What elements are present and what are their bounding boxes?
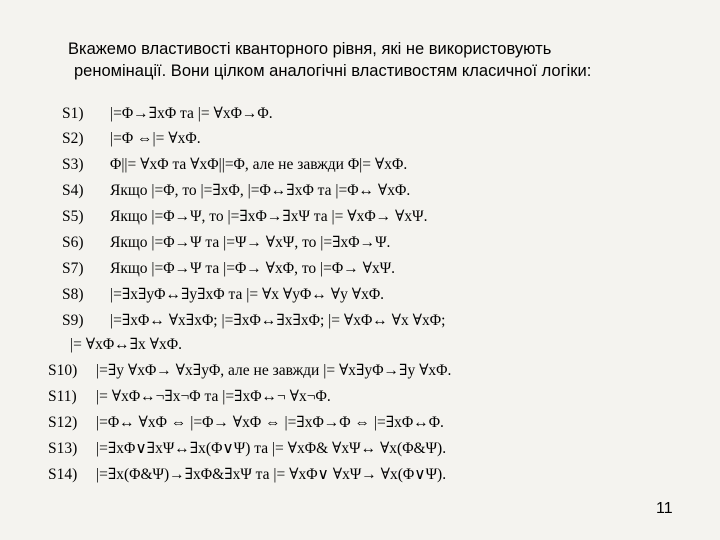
property-formula: |= ∀xΦ↔¬∃x¬Φ та |=∃xΦ↔¬ ∀x¬Φ. [96,388,331,405]
property-formula: |=∃x(Φ&Ψ)→∃xΦ&∃xΨ та |= ∀xΦ∨ ∀xΨ→ ∀x(Φ∨Ψ). [96,466,447,483]
property-s10 [48,361,451,381]
property-s11 [48,387,331,407]
property-formula: |=Φ→∃xΦ та |= ∀xΦ→Φ. [110,105,273,122]
property-label: S8) [62,286,84,303]
property-s8 [62,285,384,305]
intro-line-1: Вкажемо властивості кванторного рівня, які не використовують [68,40,552,58]
property-formula: |=∃xΦ↔ ∀x∃xΦ; |=∃xΦ↔∃x∃xΦ; |= ∀xΦ↔ ∀x ∀xΦ; [110,312,446,329]
property-formula: |=∃x∃yΦ↔∃y∃xΦ та |= ∀x ∀yΦ↔ ∀y ∀xΦ. [110,286,385,303]
property-s1 [62,104,273,124]
property-s12 [48,413,444,433]
property-formula: Φ||= ∀xΦ та ∀xΦ||=Φ, але не завжди Φ|= ∀xΦ. [110,156,408,173]
page-number: 11 [656,500,673,517]
property-label: S9) [62,312,84,329]
property-label: S11) [48,388,77,405]
property-s14 [48,465,446,485]
property-s2 [62,129,201,149]
property-label: S4) [62,182,84,199]
property-s4 [62,181,410,201]
property-s5 [62,207,427,227]
property-s7 [62,259,395,279]
intro-line-2: реномінації. Вони цілком аналогічні властивостям класичної логіки: [74,62,592,80]
property-label: S3) [62,156,84,173]
property-label: S13) [48,440,78,457]
property-label: S10) [48,362,78,379]
property-formula: Якщо |=Φ→Ψ та |=Ψ→ ∀xΨ, то |=∃xΦ→Ψ. [110,234,391,251]
property-label: S14) [48,466,78,483]
property-label: S2) [62,130,84,147]
property-formula: |=∃xΦ∨∃xΨ↔∃x(Φ∨Ψ) та |= ∀xΦ& ∀xΨ↔ ∀x(Φ&Ψ). [96,440,447,457]
property-s13 [48,439,446,459]
property-formula: |=Φ ⇔|= ∀xΦ. [110,130,201,147]
property-s6 [62,233,390,253]
property-label: S1) [62,105,84,122]
property-s3 [62,155,407,175]
property-formula: |=Φ↔ ∀xΦ ⇔ |=Φ→ ∀xΦ ⇔ |=∃xΦ→Φ ⇔ |=∃xΦ↔Φ. [96,414,444,431]
property-s9-continuation [70,335,182,355]
property-formula: |= ∀xΦ↔∃x ∀xΦ. [70,336,182,353]
property-label: S12) [48,414,78,431]
property-formula: Якщо |=Φ→Ψ та |=Φ→ ∀xΦ, то |=Φ→ ∀xΨ. [110,260,396,277]
property-label: S5) [62,208,84,225]
property-label: S7) [62,260,84,277]
property-formula: Якщо |=Φ, то |=∃xΦ, |=Φ↔∃xΦ та |=Φ↔ ∀xΦ. [110,182,411,199]
property-formula: Якщо |=Φ→Ψ, то |=∃xΦ→∃xΨ та |= ∀xΦ→ ∀xΨ. [110,208,428,225]
property-label: S6) [62,234,84,251]
property-formula: |=∃y ∀xΦ→ ∀x∃yΦ, але не завжди |= ∀x∃yΦ→∃y ∀xΦ. [96,362,452,379]
property-s9 [62,311,445,331]
